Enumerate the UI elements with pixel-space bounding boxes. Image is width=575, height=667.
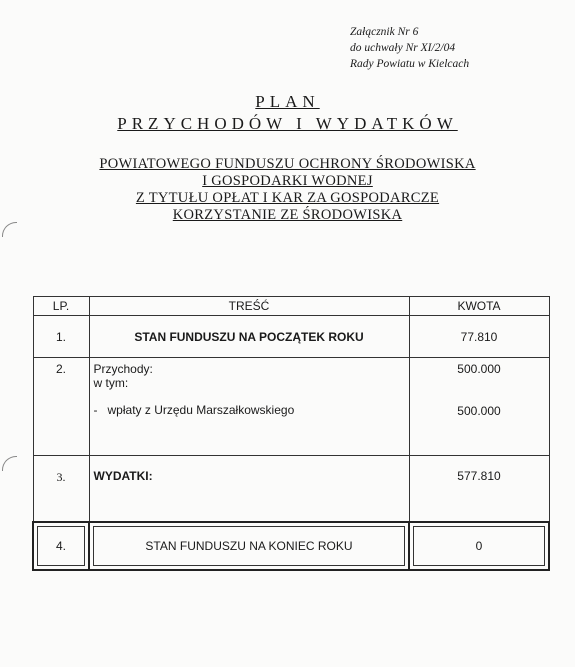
row-number: 3.: [33, 456, 89, 522]
binder-mark-top: [2, 222, 17, 237]
attachment-council: Rady Powiatu w Kielcach: [350, 58, 470, 70]
row-content-cell: [89, 522, 409, 570]
row-content: STAN FUNDUSZU NA POCZĄTEK ROKU: [89, 316, 409, 358]
row-content: WYDATKI:: [89, 456, 409, 522]
row-amount: 77.810: [409, 316, 549, 358]
doc-title-line2: PRZYCHODÓW I WYDATKÓW: [117, 114, 458, 133]
row-amount: 577.810: [409, 456, 549, 522]
attachment-resolution: do uchwały Nr XI/2/04: [350, 42, 456, 54]
attachment-number: Załącznik Nr 6: [350, 26, 419, 38]
row-number: 2.: [33, 358, 89, 456]
row-amount: 0: [413, 526, 545, 566]
plan-table: [32, 296, 550, 571]
row-amount-cell: [409, 358, 549, 456]
table-row: [33, 522, 549, 570]
header-amount: KWOTA: [409, 297, 549, 316]
row-item-amount: 500.000: [457, 404, 501, 418]
doc-subtitle-line2: I GOSPODARKI WODNEJ: [202, 173, 373, 189]
attachment-note: [350, 24, 469, 72]
doc-subtitle-line3: Z TYTUŁU OPŁAT I KAR ZA GOSPODARCZE: [135, 190, 440, 206]
row-item-label: wpłaty z Urzędu Marszałkowskiego: [107, 403, 295, 417]
binder-mark-bottom: [2, 456, 17, 471]
header-content: TREŚĆ: [89, 297, 409, 316]
doc-subtitle-line4: KORZYSTANIE ZE ŚRODOWISKA: [172, 207, 403, 223]
doc-title-line1: PLAN: [255, 92, 320, 111]
doc-subtitle-line1: POWIATOWEGO FUNDUSZU OCHRONY ŚRODOWISKA: [99, 156, 476, 172]
table-header-row: [33, 297, 549, 316]
bullet-dash: -: [93, 403, 98, 417]
row-subcontent: w tym:: [93, 376, 129, 390]
row-number-cell: [33, 522, 89, 570]
row-content: STAN FUNDUSZU NA KONIEC ROKU: [93, 526, 405, 566]
row-item: [94, 403, 409, 417]
row-amount-cell: [409, 522, 549, 570]
table-row: [33, 456, 549, 522]
row-content-cell: [89, 358, 409, 456]
row-number: 1.: [33, 316, 89, 358]
row-content: Przychody:: [93, 362, 153, 376]
table-row: [33, 358, 549, 456]
row-number: 4.: [37, 526, 85, 566]
header-lp: LP.: [33, 297, 89, 316]
table-row: [33, 316, 549, 358]
row-amount: 500.000: [457, 362, 501, 376]
